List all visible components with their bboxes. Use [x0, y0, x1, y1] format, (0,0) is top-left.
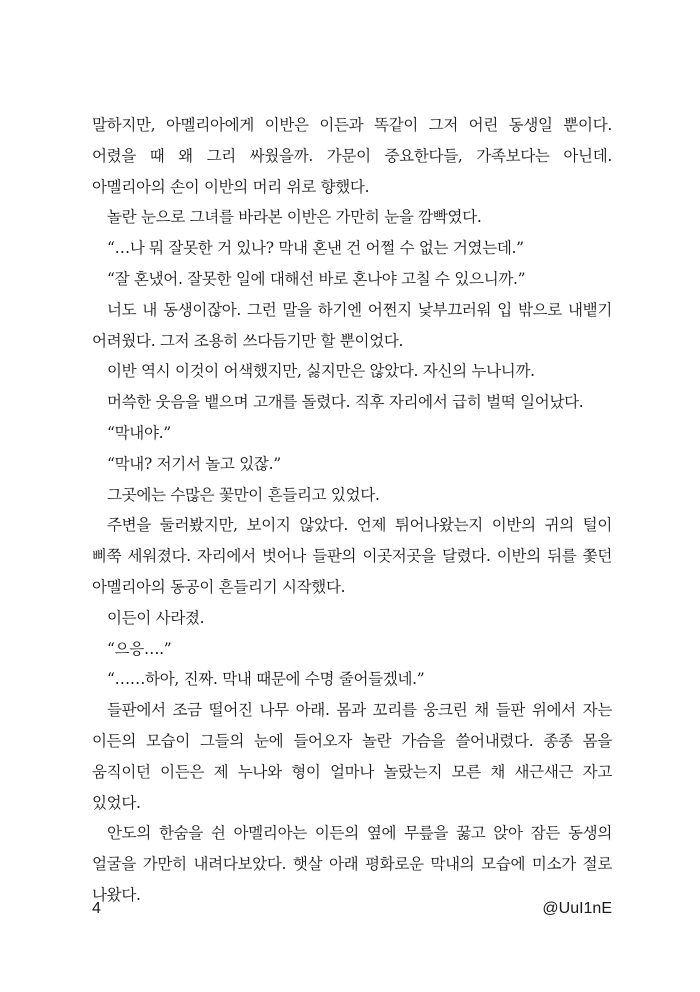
paragraph-5: 너도 내 동생이잖아. 그런 말을 하기엔 어쩐지 낯부끄러워 입 밖으로 내뱉기 어려웠다. 그저 조용히 쓰다듬기만 할 뿐이었다. [92, 300, 612, 350]
page-body [92, 110, 612, 911]
paragraph-15: 들판에서 조금 떨어진 나무 아래. 몸과 꼬리를 웅크린 채 들판 위에서 자는 이든의 모습이 그들의 눈에 들어오자 놀란 가슴을 쓸어내렸다. 종종 몸을 움직이던 이든은 제 누나와 형이 얼마나 놀랐는지 모른 채 새근새근 자고 있었다. [92, 701, 612, 812]
paragraph-8: “막내야.” [107, 423, 171, 442]
paragraph-4: “잘 혼냈어. 잘못한 일에 대해선 바로 혼나야 고칠 수 있으니까.” [107, 269, 526, 288]
paragraph-7: 머쓱한 웃음을 뱉으며 고개를 돌렸다. 직후 자리에서 급히 벌떡 일어났다. [107, 393, 584, 412]
page-number: 4 [92, 900, 101, 917]
paragraph-11: 주변을 둘러봤지만, 보이지 않았다. 언제 튀어나왔는지 이반의 귀의 털이 삐쭉 세워졌다. 자리에서 벗어나 들판의 이곳저곳을 달렸다. 이반의 뒤를 쫓던 아멜리아의 동공이 흔들리기 시작했다. [92, 516, 612, 596]
paragraph-13: “으응….” [107, 639, 172, 658]
author-handle: @UuI1nE [542, 900, 612, 917]
paragraph-1: 말하지만, 아멜리아에게 이반은 이든과 똑같이 그저 어린 동생일 뿐이다. 어렸을 때 왜 그리 싸웠을까. 가문이 중요한다들, 가족보다는 아닌데. 아멜리아의 손이 이반의 머리 위로 향했다. [92, 116, 612, 196]
paragraph-16: 안도의 한숨을 쉰 아멜리아는 이든의 옆에 무릎을 꿇고 앉아 잠든 동생의 얼굴을 가만히 내려다보았다. 햇살 아래 평화로운 막내의 모습에 미소가 절로 나왔다. [92, 824, 612, 904]
paragraph-3: “…나 뭐 잘못한 거 있나? 막내 혼낸 건 어쩔 수 없는 거였는데.” [107, 239, 524, 258]
paragraph-2: 놀란 눈으로 그녀를 바라본 이반은 가만히 눈을 깜빡였다. [107, 208, 482, 227]
paragraph-12: 이든이 사라졌. [107, 608, 205, 627]
paragraph-9: “막내? 저기서 놀고 있잖.” [107, 454, 281, 473]
paragraph-6: 이반 역시 이것이 어색했지만, 싫지만은 않았다. 자신의 누나니까. [107, 362, 535, 381]
paragraph-14: “……하아, 진짜. 막내 때문에 수명 줄어들겠네.” [107, 670, 425, 689]
paragraph-10: 그곳에는 수많은 꽃만이 흔들리고 있었다. [107, 485, 380, 504]
